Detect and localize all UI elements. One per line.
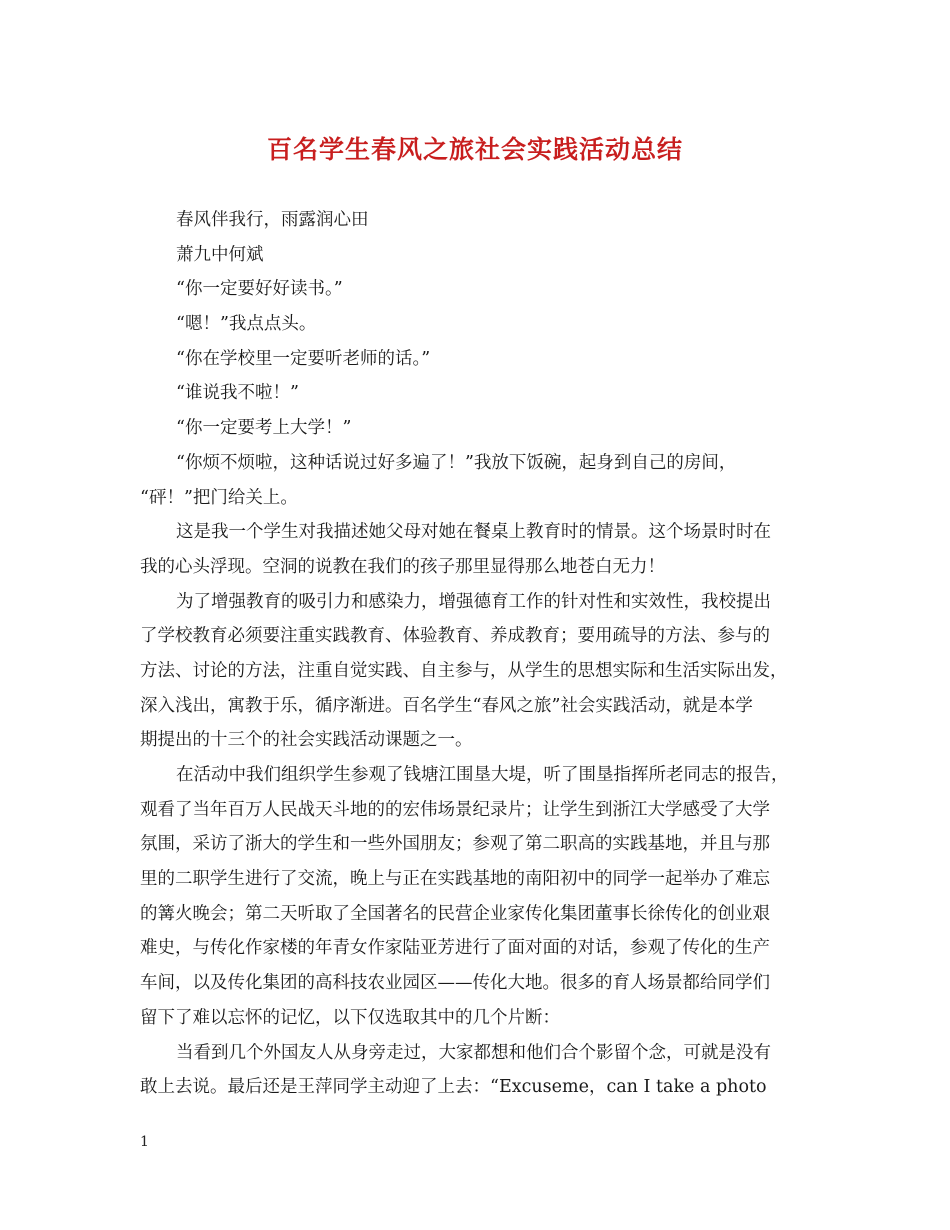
text-line: 在活动中我们组织学生参观了钱塘江围垦大堤，听了围垦指挥所老同志的报告， <box>176 765 789 785</box>
text-line: 期提出的十三个的社会实践活动课题之一。 <box>140 730 473 751</box>
text-line: “谁说我不啦！” <box>176 383 299 404</box>
text-line: 为了增强教育的吸引力和感染力，增强德育工作的针对性和实效性，我校提出 <box>176 591 771 612</box>
text-line: “你在学校里一定要听老师的话。” <box>176 348 431 369</box>
text-line: 萧九中何斌 <box>176 244 264 265</box>
text-line: “你一定要考上大学！” <box>176 418 352 439</box>
document-title: 百名学生春风之旅社会实践活动总结 <box>266 135 683 164</box>
text-line: 的篝火晚会；第二天听取了全国著名的民营企业家传化集团董事长徐传化的创业艰 <box>140 903 770 924</box>
text-line: 里的二职学生进行了交流，晚上与正在实践基地的南阳初中的同学一起举办了难忘 <box>140 869 770 890</box>
text-line: “你一定要好好读书。” <box>176 279 343 300</box>
text-line: 了学校教育必须要注重实践教育、体验教育、养成教育；要用疏导的方法、参与的 <box>140 626 770 647</box>
text-line: 氛围，采访了浙大的学生和一些外国朋友；参观了第二职高的实践基地，并且与那 <box>140 834 770 855</box>
text-line: 这是我一个学生对我描述她父母对她在餐桌上教育时的情景。这个场景时时在 <box>176 522 771 543</box>
document-body <box>140 203 812 1105</box>
text-line: “你烦不烦啦，这种话说过好多遍了！”我放下饭碗，起身到自己的房间， <box>176 452 737 473</box>
text-line: 深入浅出，寓教于乐，循序渐进。百名学生“春风之旅”社会实践活动，就是本学 <box>140 695 753 716</box>
text-line: “砰！”把门给关上。 <box>140 487 298 508</box>
text-line: 难史，与传化作家楼的年青女作家陆亚芳进行了面对面的对话，参观了传化的生产 <box>140 938 770 959</box>
text-line: 敢上去说。最后还是王萍同学主动迎了上去：“Excuseme，can I take a photo <box>140 1077 767 1098</box>
text-line: 方法、讨论的方法，注重自觉实践、自主参与，从学生的思想实际和生活实际出发， <box>140 660 788 681</box>
text-line: 留下了难以忘怀的记忆，以下仅选取其中的几个片断： <box>140 1007 560 1028</box>
text-line: 春风伴我行，雨露润心田 <box>176 210 369 230</box>
text-line: 车间，以及传化集团的高科技农业园区——传化大地。很多的育人场景都给同学们 <box>140 973 770 994</box>
page-number: 1 <box>140 1134 149 1150</box>
text-line: 当看到几个外国友人从身旁走过，大家都想和他们合个影留个念，可就是没有 <box>176 1042 771 1063</box>
text-line: “嗯！”我点点头。 <box>176 314 317 335</box>
text-line: 观看了当年百万人民战天斗地的的宏伟场景纪录片；让学生到浙江大学感受了大学 <box>140 799 770 820</box>
text-line: 我的心头浮现。空洞的说教在我们的孩子那里显得那么地苍白无力！ <box>140 556 665 577</box>
